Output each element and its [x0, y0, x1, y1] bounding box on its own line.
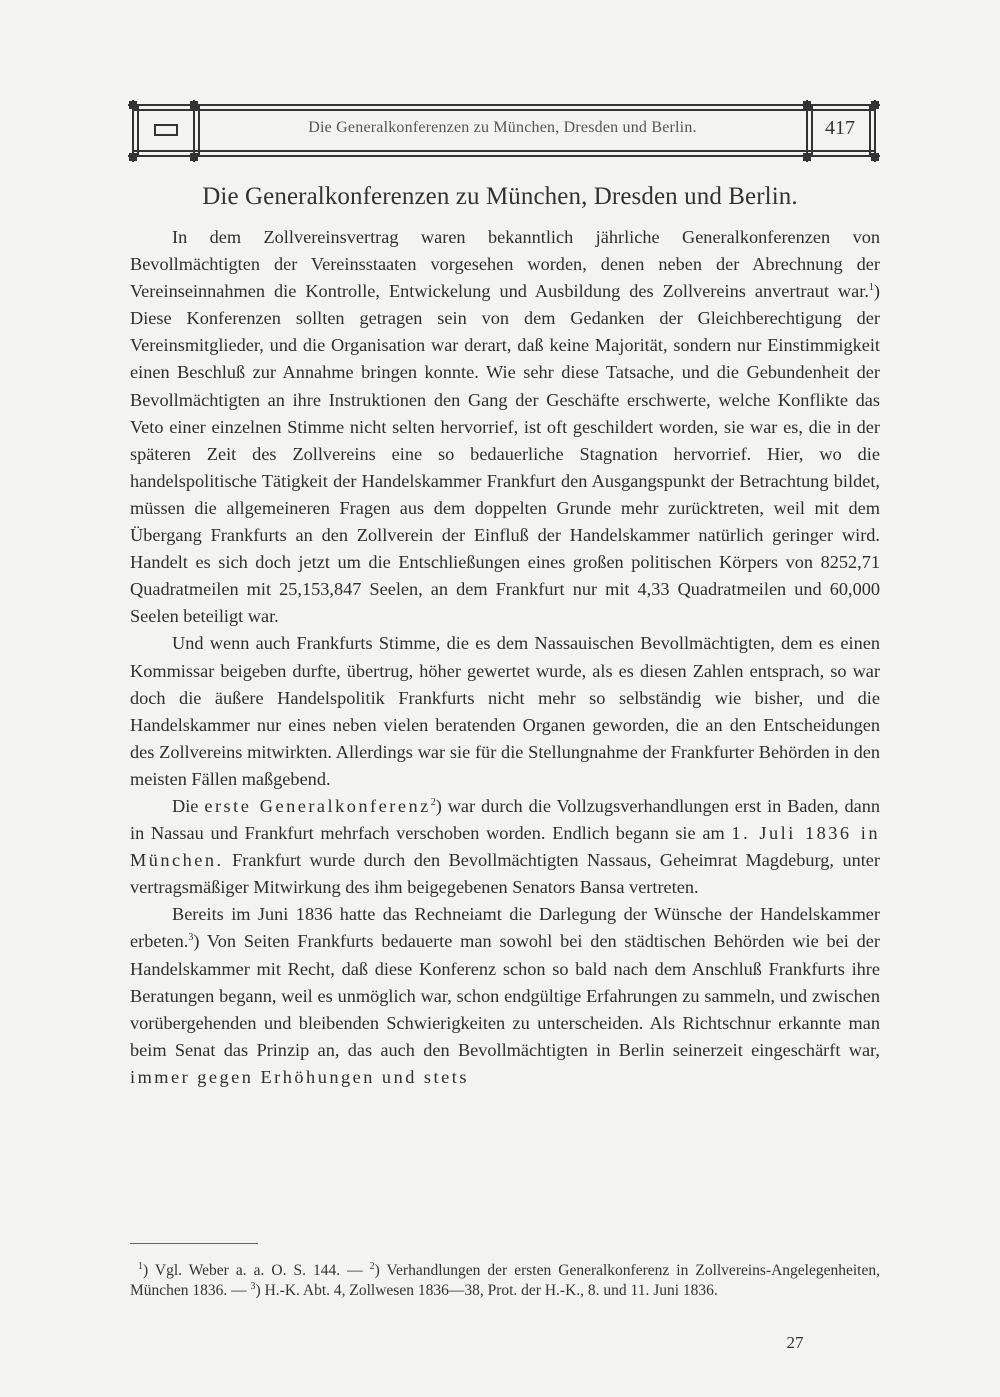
- footnote-ref-2: 2: [430, 796, 436, 808]
- section-title: Die Generalkonferenzen zu München, Dresden und Berlin.: [202, 183, 798, 210]
- square-ornament-icon: [155, 125, 177, 135]
- spaced-emphasis: immer gegen Erhöhungen und stets: [130, 1066, 469, 1087]
- paragraph-3: [130, 793, 880, 901]
- footnote-mark-3: 3: [250, 1280, 256, 1292]
- paragraph-4: [130, 901, 880, 1091]
- footer-page-number: 27: [786, 1333, 804, 1352]
- footnote-ref-3: 3: [188, 932, 194, 944]
- paragraph-1-text-a: In dem Zollvereinsvertrag waren bekanntlich jährliche Generalkonferenzen von Bevollmächtigten der Vereinsstaaten vorgesehen worden, denen neben der Abrechnung der Vereinseinnahmen die Kontrolle, Entwickelung und Ausbildung des Zollvereins anvertraut war.: [130, 227, 880, 302]
- paragraph-4-text-a: Bereits im Juni 1836 hatte das Rechneiamt die Darlegung der Wünsche der Handelskammer erbeten.: [130, 904, 880, 952]
- footnote-block: [130, 1261, 880, 1301]
- footnote-divider: [130, 1243, 258, 1244]
- spaced-emphasis: 1. Juli 1836 in München.: [130, 823, 881, 871]
- body-text: [130, 224, 880, 1091]
- spaced-emphasis: erste Generalkonferenz: [204, 795, 431, 816]
- footnote-2: ) Verhandlungen der ersten Generalkonferenz in Zollvereins-Angelegenheiten, München 1836. —: [130, 1262, 880, 1299]
- header-page-number: 417: [825, 117, 855, 139]
- paragraph-1-text-b: ) Diese Konferenzen sollten getragen sein von dem Gedanken der Gleichberechtigung der Vereinsmitglieder, und die Organisation war derart, daß keine Majorität, sondern nur Einstimmigkeit einen Beschluß zur Annahme bringen konnte. Wie sehr diese Tatsache, und die Gebundenheit der Bevollmächtigten an ihre Instruktionen den Gang der Geschäfte erschwerte, welche Konflikte das Veto einer einzelnen Stimme nicht selten hervorrief, ist oft geschildert worden, sie war es, die in der späteren Zeit des Zollvereins eine so bedauerliche Stagnation hervorrief. Hier, wo die handelspolitische Tätigkeit der Handelskammer Frankfurt den Ausgangspunkt der Betrachtung bildet, müssen die allgemeineren Fragen aus dem doppelten Grunde mehr zurücktreten, weil mit dem Übergang Frankfurts an den Zollverein der Einfluß der Handelskammer natürlich geringer wird. Handelt es sich doch jetzt um die Entschließungen eines großen politischen Körpers von 8252,71 Quadratmeilen mit 25,153,847 Seelen, an dem Frankfurt nur mit 4,33 Quadratmeilen und 60,000 Seelen beteiligt war.: [130, 281, 880, 627]
- footnote-ref-1: 1: [868, 282, 874, 294]
- paragraph-4-text-b: ) Von Seiten Frankfurts bedauerte man sowohl bei den städtischen Behörden wie bei der Handelskammer mit Recht, daß diese Konferenz schon so bald nach dem Anschluß Frankfurts ihre Beratungen begann, weil es unmöglich war, schon endgültige Erfahrungen zu sammeln, und zwischen vorübergehenden und bleibenden Schwierigkeiten zu unterscheiden. Als Richtschnur erkannte man beim Senat das Prinzip an, das auch den Bevollmächtigten in Berlin seinerzeit eingeschärft war,: [130, 931, 880, 1060]
- paragraph-3-text-c: Frankfurt wurde durch den Bevollmächtigten Nassaus, Geheimrat Magdeburg, unter vertragsmäßiger Mitwirkung des ihm beigegebenen Senators Bansa vertreten.: [130, 850, 880, 898]
- paragraph-2: Und wenn auch Frankfurts Stimme, die es dem Nassauischen Bevollmächtigten, dem es einen Kommissar beigeben durfte, übertrug, höher gewertet wurde, als es diesen Zahlen entsprach, so war doch die äußere Handelspolitik Frankfurts nicht mehr so selbständig wie bisher, und die Handelskammer nur eines neben vielen beratenden Organen geworden, die an den Entscheidungen des Zollvereins mitwirkten. Allerdings war sie für die Stellungnahme der Frankfurter Behörden in den meisten Fällen maßgebend.: [130, 633, 880, 789]
- paragraph-1: [130, 224, 880, 630]
- paragraph-3-text-b: ) war durch die Vollzugsverhandlungen erst in Baden, dann in Nassau und Frankfurt mehrfach verschoben worden. Endlich begann sie am: [130, 795, 880, 844]
- paragraph-3-text-a: Die: [172, 795, 205, 816]
- footnote-mark-1: 1: [138, 1260, 143, 1272]
- footnote-1: ) Vgl. Weber a. a. O. S. 144. —: [143, 1262, 370, 1279]
- footnote-3: ) H.-K. Abt. 4, Zollwesen 1836—38, Prot. der H.-K., 8. und 11. Juni 1836.: [255, 1282, 718, 1299]
- footnotes: [130, 1261, 880, 1301]
- running-title: Die Generalkonferenzen zu München, Dresden und Berlin.: [308, 119, 697, 136]
- footnote-mark-2: 2: [369, 1260, 375, 1272]
